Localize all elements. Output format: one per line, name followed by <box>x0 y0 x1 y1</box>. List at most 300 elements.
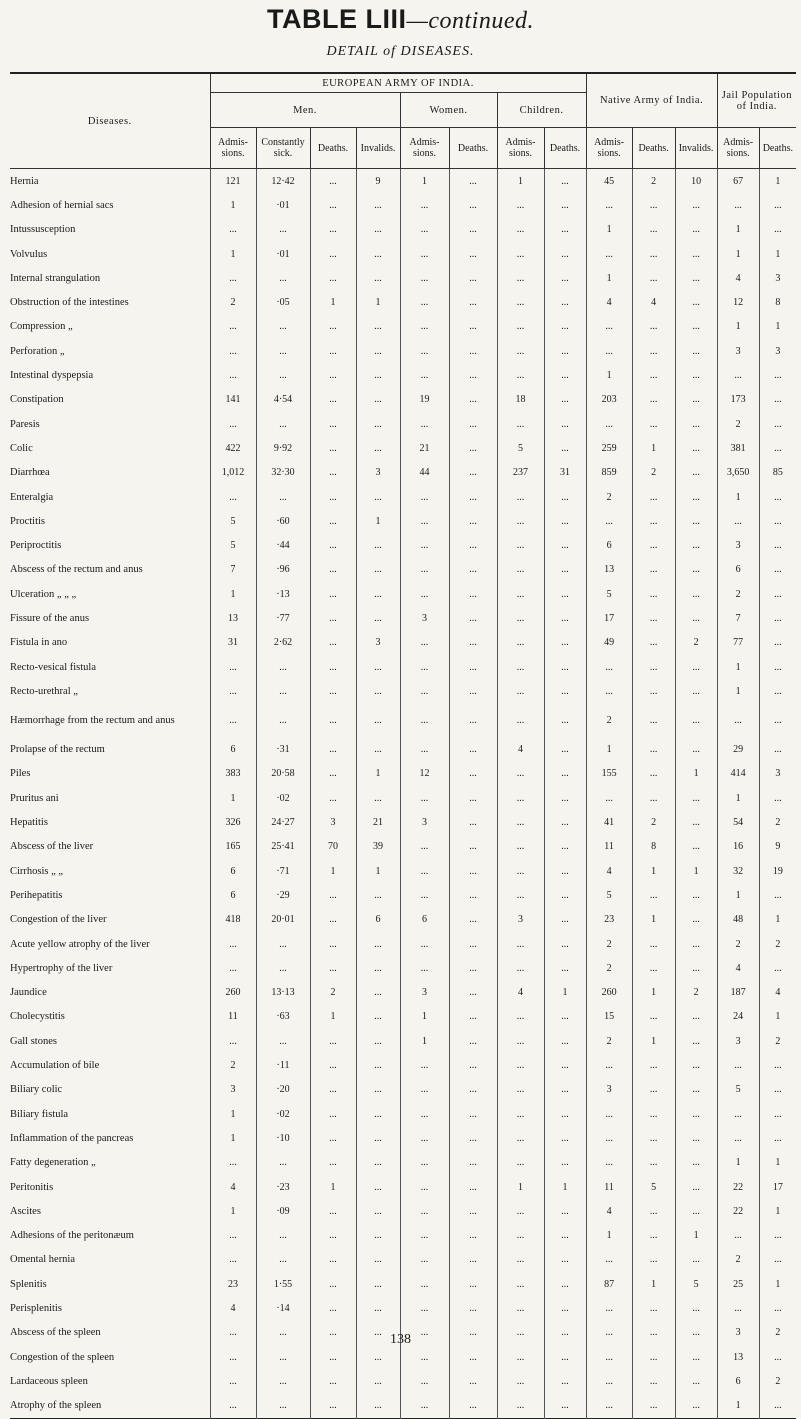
value-cell: ... <box>586 1102 632 1126</box>
value-cell: ... <box>632 1053 675 1077</box>
disease-name-cell <box>10 606 210 630</box>
value-cell: ... <box>632 704 675 738</box>
value-cell: ... <box>632 1005 675 1029</box>
value-cell: 2 <box>210 1053 256 1077</box>
value-cell: ... <box>310 436 356 460</box>
disease-name: Biliary fistula <box>10 1108 69 1120</box>
value-cell: ... <box>256 339 310 363</box>
table-row <box>10 558 796 582</box>
value-cell: ... <box>449 883 497 907</box>
value-cell: ... <box>210 1394 256 1419</box>
table-row <box>10 1199 796 1223</box>
value-cell: 5 <box>210 509 256 533</box>
disease-name-cell <box>10 1248 210 1272</box>
value-cell: 19 <box>759 859 796 883</box>
header-jail: Jail Population of India. <box>717 73 796 128</box>
value-cell: 4 <box>586 1199 632 1223</box>
value-cell: 5 <box>497 436 544 460</box>
value-cell: ... <box>449 1394 497 1419</box>
value-cell: 4 <box>586 290 632 314</box>
disease-name: Intussusception <box>10 224 76 236</box>
value-cell: ... <box>759 1296 796 1320</box>
disease-name-cell <box>10 1199 210 1223</box>
value-cell: ... <box>210 704 256 738</box>
value-cell: ... <box>449 1345 497 1369</box>
value-cell: ... <box>310 363 356 387</box>
value-cell: 54 <box>717 810 759 834</box>
disease-name: Lardaceous spleen <box>10 1375 88 1387</box>
disease-name-cell <box>10 1345 210 1369</box>
column-header: Invalids. <box>356 128 400 169</box>
value-cell: 1 <box>717 218 759 242</box>
value-cell: ... <box>675 835 717 859</box>
value-cell: 2 <box>759 932 796 956</box>
table-row <box>10 932 796 956</box>
value-cell: ... <box>356 1005 400 1029</box>
table-row <box>10 388 796 412</box>
value-cell: ... <box>210 932 256 956</box>
page-subtitle: DETAIL of DISEASES. <box>326 44 475 59</box>
value-cell: 3 <box>717 533 759 557</box>
disease-name-cell <box>10 363 210 387</box>
value-cell: ... <box>497 582 544 606</box>
value-cell: 121 <box>210 169 256 194</box>
value-cell: ... <box>759 582 796 606</box>
value-cell: ... <box>356 1029 400 1053</box>
value-cell: 10 <box>675 169 717 194</box>
value-cell: ... <box>256 1369 310 1393</box>
value-cell: 3 <box>759 762 796 786</box>
value-cell: 3 <box>310 810 356 834</box>
value-cell: ... <box>497 1272 544 1296</box>
value-cell: ... <box>544 339 586 363</box>
value-cell: ... <box>356 786 400 810</box>
value-cell: ... <box>256 932 310 956</box>
value-cell: ... <box>759 509 796 533</box>
value-cell: ... <box>356 1053 400 1077</box>
table-row <box>10 363 796 387</box>
value-cell: ... <box>356 218 400 242</box>
value-cell: ... <box>497 218 544 242</box>
value-cell: ... <box>632 315 675 339</box>
value-cell: 1 <box>210 242 256 266</box>
value-cell: 1 <box>544 1175 586 1199</box>
value-cell: ... <box>497 786 544 810</box>
value-cell: ... <box>449 835 497 859</box>
table-row <box>10 315 796 339</box>
value-cell: ... <box>310 1223 356 1247</box>
value-cell: ... <box>356 679 400 703</box>
value-cell: ... <box>675 883 717 907</box>
value-cell: 31 <box>210 631 256 655</box>
value-cell: ... <box>310 655 356 679</box>
value-cell: ... <box>497 1053 544 1077</box>
value-cell: 1 <box>210 1126 256 1150</box>
value-cell: ... <box>449 193 497 217</box>
value-cell: 1 <box>717 883 759 907</box>
disease-name-cell <box>10 1053 210 1077</box>
value-cell: ... <box>449 436 497 460</box>
disease-name: Inflammation of the pancreas <box>10 1132 134 1144</box>
table-row <box>10 655 796 679</box>
value-cell: 4 <box>497 738 544 762</box>
value-cell: ... <box>497 1321 544 1345</box>
value-cell: 422 <box>210 436 256 460</box>
disease-name-cell <box>10 835 210 859</box>
value-cell: ... <box>497 1151 544 1175</box>
disease-name-cell <box>10 1102 210 1126</box>
value-cell: ... <box>497 859 544 883</box>
value-cell: 25 <box>717 1272 759 1296</box>
value-cell: 1 <box>400 169 449 194</box>
value-cell: 12 <box>400 762 449 786</box>
value-cell: ... <box>449 859 497 883</box>
value-cell: 41 <box>586 810 632 834</box>
value-cell: 1 <box>717 485 759 509</box>
value-cell: ... <box>497 363 544 387</box>
disease-name-cell <box>10 1126 210 1150</box>
value-cell: ... <box>310 1029 356 1053</box>
value-cell: 2 <box>675 631 717 655</box>
table-row <box>10 485 796 509</box>
value-cell: ... <box>449 956 497 980</box>
value-cell: ... <box>675 1394 717 1419</box>
value-cell: ... <box>759 1248 796 1272</box>
value-cell: 1 <box>310 1005 356 1029</box>
value-cell: ... <box>310 606 356 630</box>
value-cell: ... <box>256 1394 310 1419</box>
disease-name: Accumulation of bile <box>10 1060 100 1072</box>
value-cell: 5 <box>632 1175 675 1199</box>
value-cell: ... <box>544 1369 586 1393</box>
disease-name-cell <box>10 412 210 436</box>
value-cell: ... <box>356 242 400 266</box>
value-cell: ... <box>400 266 449 290</box>
value-cell: 2 <box>759 1029 796 1053</box>
value-cell: ... <box>210 1248 256 1272</box>
value-cell: ... <box>497 509 544 533</box>
value-cell: 25·41 <box>256 835 310 859</box>
value-cell: 6 <box>210 859 256 883</box>
disease-name: Diarrhœa <box>10 467 50 479</box>
disease-name-cell <box>10 485 210 509</box>
value-cell: ... <box>632 1223 675 1247</box>
value-cell: ... <box>210 1345 256 1369</box>
value-cell: 3 <box>210 1078 256 1102</box>
value-cell: 414 <box>717 762 759 786</box>
disease-name: Recto-urethral „ <box>10 685 78 697</box>
value-cell: 13 <box>586 558 632 582</box>
value-cell: 2 <box>586 704 632 738</box>
value-cell: 3 <box>356 461 400 485</box>
value-cell: ... <box>310 956 356 980</box>
disease-name: Jaundice <box>10 987 47 999</box>
value-cell: ... <box>544 679 586 703</box>
value-cell: ... <box>256 218 310 242</box>
table-row <box>10 1394 796 1419</box>
value-cell: ·13 <box>256 582 310 606</box>
disease-name: Cirrhosis „ „ <box>10 865 64 877</box>
value-cell: ... <box>544 1005 586 1029</box>
value-cell: ... <box>586 679 632 703</box>
value-cell: ... <box>210 956 256 980</box>
disease-name: Peritonitis <box>10 1181 54 1193</box>
value-cell: ... <box>400 193 449 217</box>
value-cell: ... <box>544 436 586 460</box>
value-cell: ... <box>675 266 717 290</box>
disease-table <box>10 72 796 1419</box>
value-cell: 2 <box>632 810 675 834</box>
value-cell: ... <box>497 1005 544 1029</box>
column-header: Admis-sions. <box>717 128 759 169</box>
value-cell: ... <box>400 558 449 582</box>
value-cell: ... <box>449 363 497 387</box>
header-women: Women. <box>400 93 497 128</box>
disease-name-cell <box>10 908 210 932</box>
value-cell: ... <box>310 509 356 533</box>
value-cell: ... <box>632 631 675 655</box>
value-cell: ... <box>310 738 356 762</box>
value-cell: ... <box>310 1394 356 1419</box>
disease-name-cell <box>10 956 210 980</box>
value-cell: ... <box>400 582 449 606</box>
value-cell: ... <box>497 1296 544 1320</box>
value-cell: ... <box>632 786 675 810</box>
value-cell: ... <box>400 786 449 810</box>
value-cell: 1 <box>400 1005 449 1029</box>
table-row <box>10 339 796 363</box>
disease-name-cell <box>10 242 210 266</box>
disease-name: Atrophy of the spleen <box>10 1400 102 1412</box>
value-cell: 2 <box>586 485 632 509</box>
disease-name: Proctitis <box>10 515 46 527</box>
value-cell: ... <box>497 193 544 217</box>
value-cell: ... <box>632 193 675 217</box>
column-header: Deaths. <box>544 128 586 169</box>
value-cell: ... <box>544 363 586 387</box>
value-cell: ... <box>717 1102 759 1126</box>
value-cell: ... <box>356 412 400 436</box>
value-cell: ... <box>449 1053 497 1077</box>
value-cell: 1 <box>632 1272 675 1296</box>
column-header: Admis-sions. <box>586 128 632 169</box>
disease-name-cell <box>10 1175 210 1199</box>
value-cell: ... <box>356 932 400 956</box>
value-cell: 1 <box>632 436 675 460</box>
table-row <box>10 835 796 859</box>
value-cell: ... <box>256 1345 310 1369</box>
value-cell: ... <box>675 1151 717 1175</box>
value-cell: ... <box>717 193 759 217</box>
value-cell: 8 <box>759 290 796 314</box>
header-european-army: EUROPEAN ARMY OF INDIA. <box>210 73 586 93</box>
value-cell: 21 <box>400 436 449 460</box>
column-header: Admis-sions. <box>497 128 544 169</box>
disease-name-cell <box>10 704 210 738</box>
value-cell: ... <box>759 558 796 582</box>
value-cell: ... <box>400 655 449 679</box>
value-cell: 5 <box>586 582 632 606</box>
disease-name-cell <box>10 290 210 314</box>
value-cell: ... <box>310 1102 356 1126</box>
value-cell: ... <box>449 315 497 339</box>
value-cell: 1 <box>759 169 796 194</box>
value-cell: ... <box>310 704 356 738</box>
value-cell: 48 <box>717 908 759 932</box>
value-cell: 1 <box>675 1223 717 1247</box>
value-cell: 1 <box>586 218 632 242</box>
table-row <box>10 1029 796 1053</box>
value-cell: 24·27 <box>256 810 310 834</box>
disease-name-cell <box>10 558 210 582</box>
value-cell: ... <box>544 1223 586 1247</box>
value-cell: 1,012 <box>210 461 256 485</box>
value-cell: 32 <box>717 859 759 883</box>
disease-name: Abscess of the spleen <box>10 1327 101 1339</box>
value-cell: 24 <box>717 1005 759 1029</box>
value-cell: ... <box>400 339 449 363</box>
value-cell: ... <box>400 1345 449 1369</box>
value-cell: ... <box>256 1151 310 1175</box>
value-cell: 87 <box>586 1272 632 1296</box>
value-cell: 13 <box>210 606 256 630</box>
disease-name-cell <box>10 981 210 1005</box>
value-cell: 70 <box>310 835 356 859</box>
value-cell: 1 <box>210 193 256 217</box>
value-cell: 19 <box>400 388 449 412</box>
disease-name-cell <box>10 388 210 412</box>
value-cell: ... <box>449 810 497 834</box>
value-cell: 1 <box>759 1005 796 1029</box>
value-cell: 1 <box>310 290 356 314</box>
value-cell: 9·92 <box>256 436 310 460</box>
disease-name-cell <box>10 169 210 194</box>
disease-name-cell <box>10 315 210 339</box>
header-men: Men. <box>210 93 400 128</box>
value-cell: 3 <box>717 339 759 363</box>
value-cell: ... <box>310 582 356 606</box>
value-cell: 1 <box>586 363 632 387</box>
value-cell: ... <box>497 704 544 738</box>
value-cell: 1 <box>210 1102 256 1126</box>
value-cell: ... <box>449 1223 497 1247</box>
value-cell: ... <box>497 558 544 582</box>
disease-name: Intestinal dyspepsia <box>10 370 94 382</box>
disease-name: Compression „ <box>10 321 73 333</box>
value-cell: ... <box>256 956 310 980</box>
value-cell: ... <box>497 679 544 703</box>
value-cell: ·31 <box>256 738 310 762</box>
value-cell: ... <box>675 339 717 363</box>
value-cell: ... <box>544 266 586 290</box>
value-cell: ... <box>356 485 400 509</box>
value-cell: ... <box>544 1126 586 1150</box>
disease-name-cell <box>10 1029 210 1053</box>
disease-name: Pruritus ani <box>10 792 59 804</box>
value-cell: 3 <box>400 606 449 630</box>
value-cell: 4 <box>717 956 759 980</box>
value-cell: ... <box>400 485 449 509</box>
value-cell: ... <box>675 218 717 242</box>
table-row <box>10 738 796 762</box>
value-cell: 2 <box>717 932 759 956</box>
value-cell: ... <box>717 1296 759 1320</box>
disease-name-cell <box>10 1078 210 1102</box>
value-cell: 3 <box>717 1029 759 1053</box>
value-cell: 21 <box>356 810 400 834</box>
value-cell: ... <box>400 859 449 883</box>
value-cell: ... <box>256 1248 310 1272</box>
table-row <box>10 1175 796 1199</box>
value-cell: ... <box>449 932 497 956</box>
value-cell: ... <box>210 1321 256 1345</box>
value-cell: ... <box>356 956 400 980</box>
value-cell: 3,650 <box>717 461 759 485</box>
value-cell: 5 <box>717 1078 759 1102</box>
value-cell: ... <box>356 1223 400 1247</box>
value-cell: ... <box>449 981 497 1005</box>
value-cell: ... <box>632 679 675 703</box>
value-cell: ... <box>400 509 449 533</box>
value-cell: ... <box>544 606 586 630</box>
value-cell: ... <box>544 315 586 339</box>
value-cell: ... <box>632 1345 675 1369</box>
value-cell: ... <box>544 1078 586 1102</box>
value-cell: 1 <box>717 655 759 679</box>
value-cell: ... <box>356 266 400 290</box>
disease-name: Adhesion of hernial sacs <box>10 199 114 211</box>
value-cell: ·60 <box>256 509 310 533</box>
value-cell: 1 <box>544 981 586 1005</box>
value-cell: ... <box>675 582 717 606</box>
value-cell: ... <box>759 956 796 980</box>
value-cell: ... <box>310 883 356 907</box>
value-cell: ·01 <box>256 242 310 266</box>
value-cell: ... <box>400 533 449 557</box>
value-cell: ... <box>310 631 356 655</box>
value-cell: ... <box>449 242 497 266</box>
value-cell: ... <box>356 606 400 630</box>
value-cell: ... <box>310 1053 356 1077</box>
value-cell: 1 <box>717 679 759 703</box>
value-cell: ... <box>449 1175 497 1199</box>
value-cell: 1 <box>675 762 717 786</box>
value-cell: ... <box>586 242 632 266</box>
value-cell: ... <box>356 315 400 339</box>
value-cell: ... <box>497 606 544 630</box>
value-cell: ... <box>256 1321 310 1345</box>
value-cell: ... <box>632 1078 675 1102</box>
value-cell: ... <box>449 558 497 582</box>
value-cell: 8 <box>632 835 675 859</box>
value-cell: ... <box>497 835 544 859</box>
value-cell: ... <box>632 485 675 509</box>
value-cell: ... <box>400 363 449 387</box>
disease-name-cell <box>10 533 210 557</box>
column-header: Deaths. <box>449 128 497 169</box>
value-cell: 2 <box>759 810 796 834</box>
value-cell: ... <box>544 218 586 242</box>
value-cell: 2 <box>717 412 759 436</box>
value-cell: ... <box>759 679 796 703</box>
table-row <box>10 883 796 907</box>
value-cell: ... <box>759 606 796 630</box>
table-row <box>10 908 796 932</box>
value-cell: ... <box>544 1345 586 1369</box>
disease-name: Paresis <box>10 418 40 430</box>
value-cell: 1 <box>310 859 356 883</box>
value-cell: ... <box>675 679 717 703</box>
